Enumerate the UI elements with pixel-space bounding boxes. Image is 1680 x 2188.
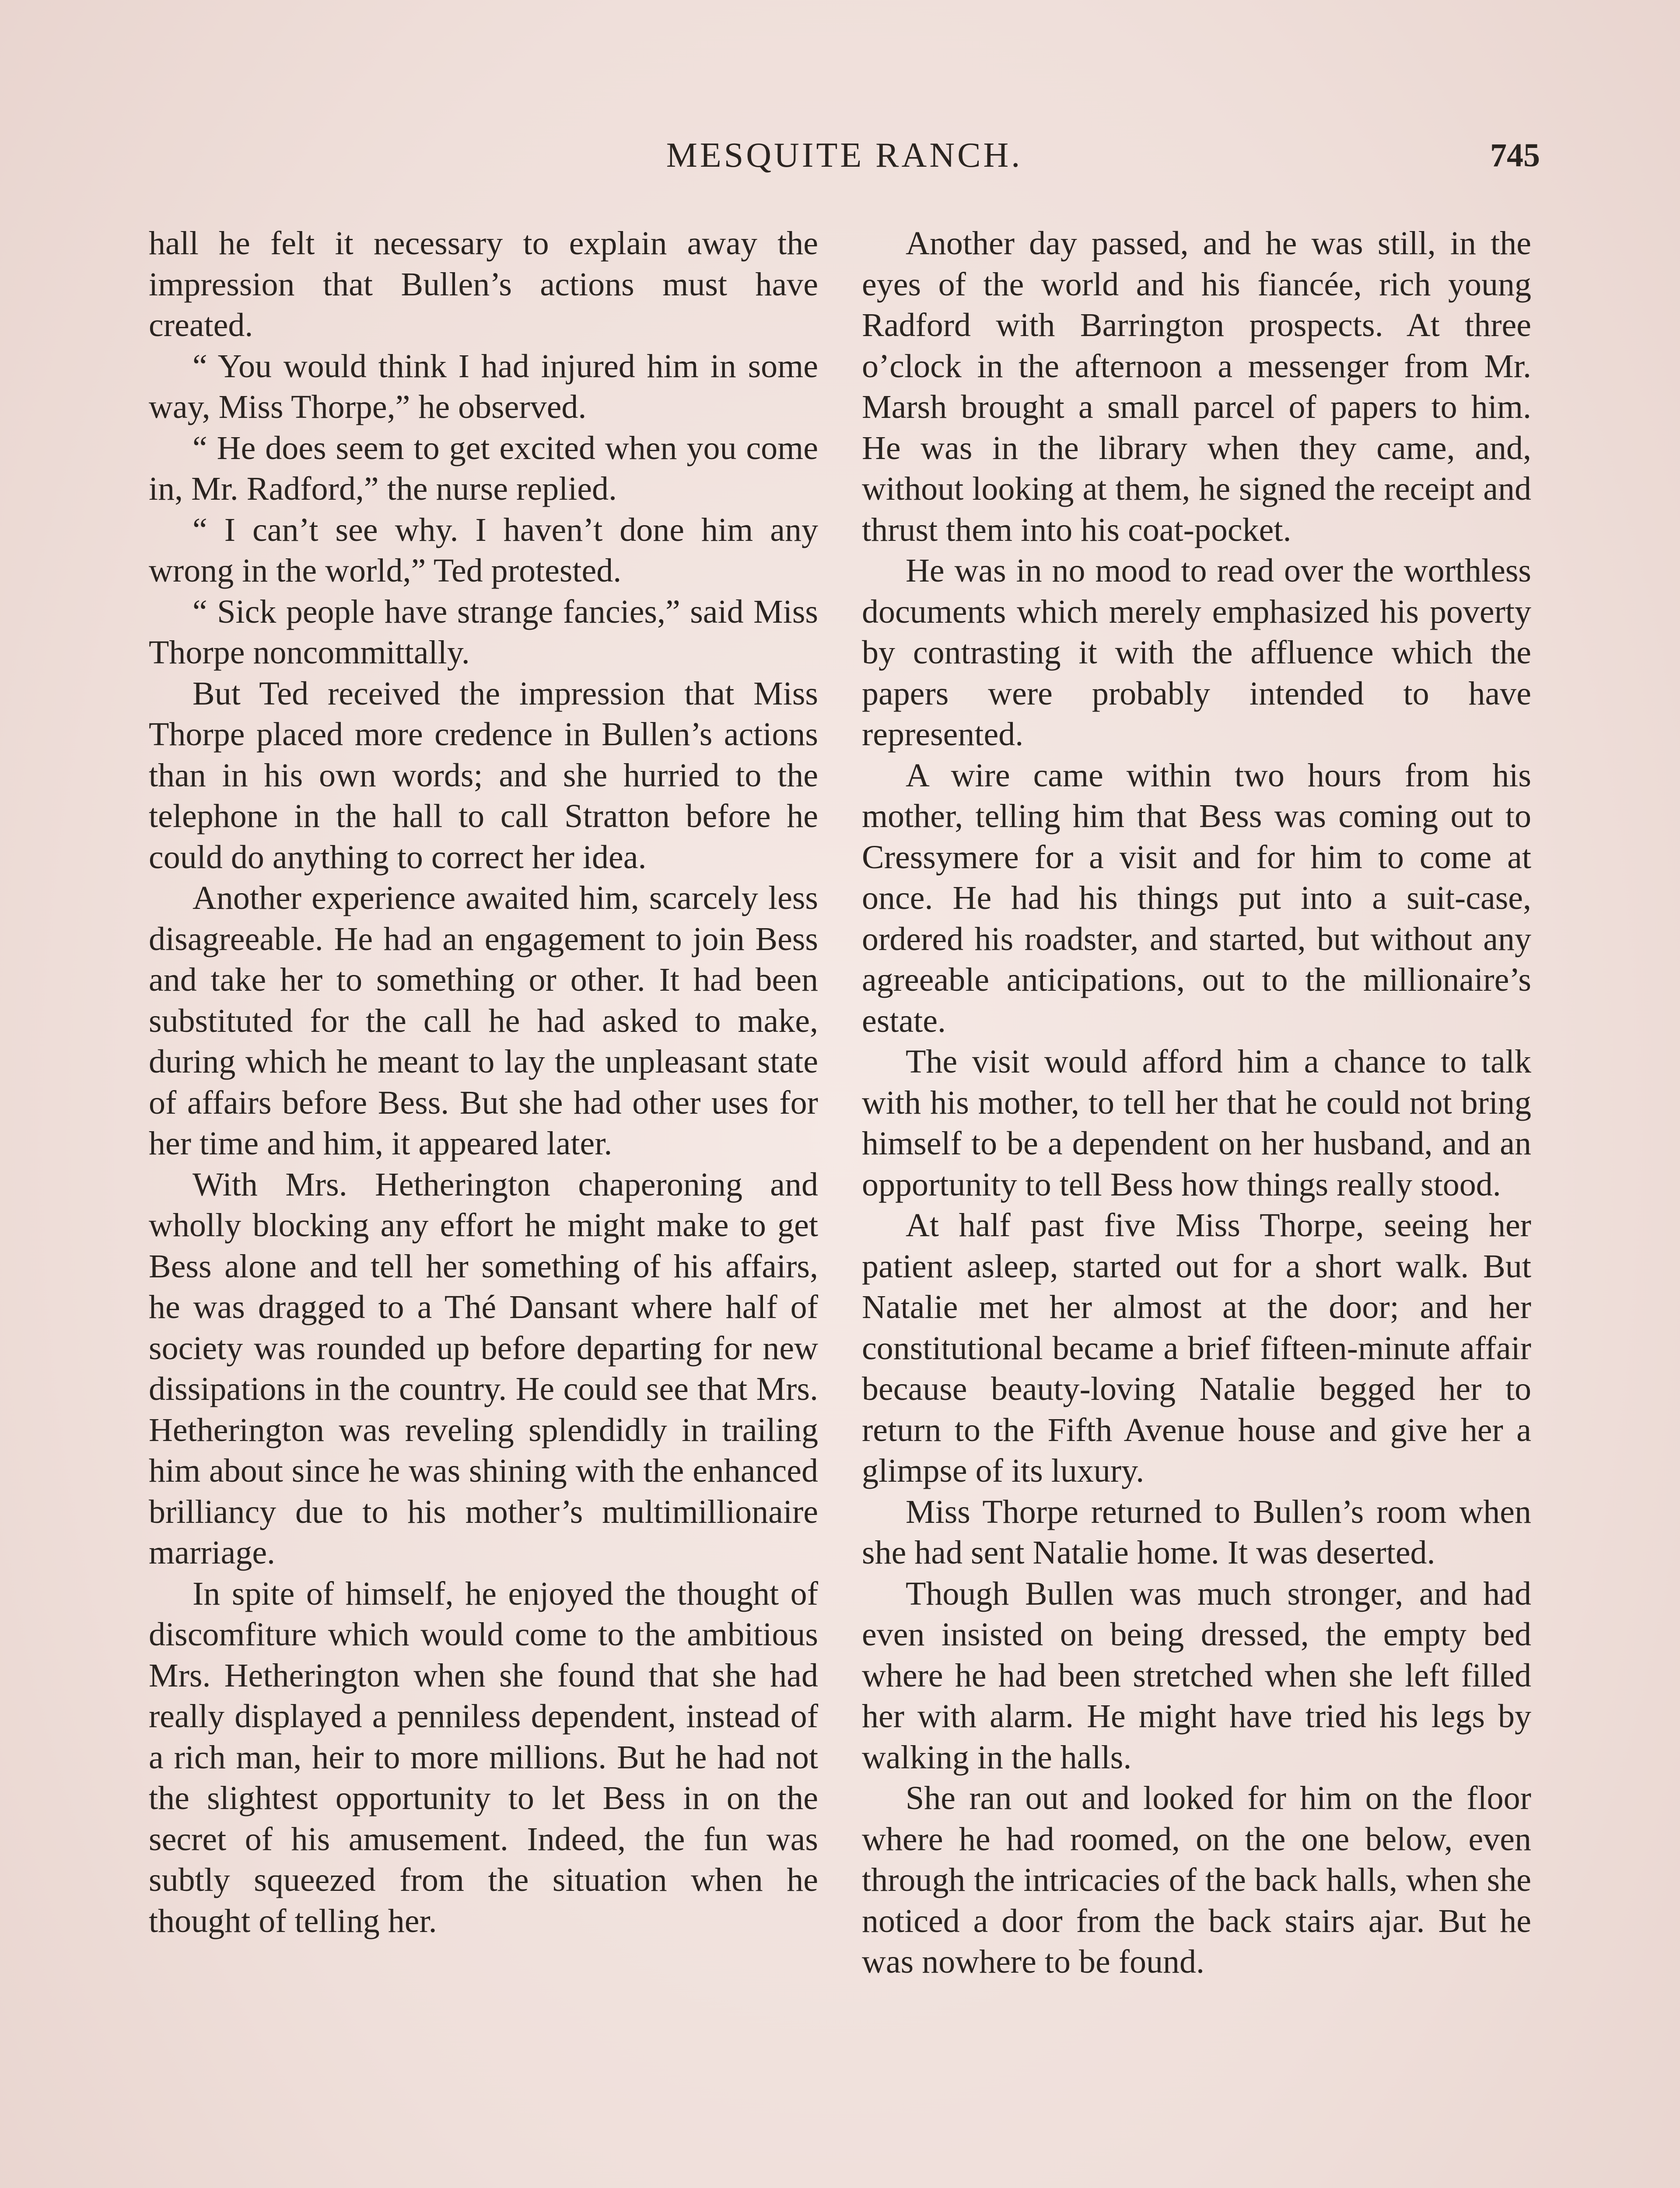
paragraph: The visit would afford him a chance to talk with his mother, to tell her that he could not bring himself to be a dependent on her husband, and an opportunity to tell Bess how things really stood. [862,1043,1531,1203]
paragraph: A wire came within two hours from his mother, telling him that Bess was coming out to Cressymere for a visit and for him to come at once. He had his things put into a suit-case, ordered his roadster, and started, but without any agreeable anticipations, out to the millionaire’s estate. [862,757,1531,1039]
paragraph: Though Bullen was much stronger, and had even insisted on being dressed, the empty bed where he had been stretched when she left filled her with alarm. He might have tried his legs by walking in the halls. [862,1575,1531,1776]
paragraph: Another day passed, and he was still, in the eyes of the world and his fiancée, rich young Radford with Barrington prospects. At three o’clock in the afternoon a messenger from Mr. Marsh brought a small parcel of papers to him. He was in the library when they came, and, without looking at them, he signed the receipt and thrust them into his coat-pocket. [862,225,1531,548]
paragraph: “ He does seem to get excited when you come in, Mr. Radford,” the nurse replied. [149,429,818,507]
paragraph: But Ted received the impression that Miss Thorpe placed more credence in Bullen’s actions than in his own words; and she hurried to the telephone in the hall to call Stratton before he could do anything to correct her idea. [149,675,818,876]
paragraph: Another experience awaited him, scarcely less disagreeable. He had an engagement to join Bess and take her to something or other. It had been substituted for the call he had asked to make, during which he meant to lay the unpleasant state of affairs before Bess. But she had other uses for her time and him, it appeared later. [149,880,818,1162]
paragraph: “ Sick people have strange fancies,” said Miss Thorpe noncommittally. [149,593,818,671]
paragraph: hall he felt it necessary to explain away the impression that Bullen’s actions must have created. [149,225,818,344]
paragraph: With Mrs. Hetherington chaperoning and wholly blocking any effort he might make to get Bess alone and tell her something of his affairs, he was dragged to a Thé Dansant where half of society was rounded up before departing for new dissipations in the country. He could see that Mrs. Hetherington was reveling splendidly in trailing him about since he was shining with the enhanced brilliancy due to his mother’s multimillionaire marriage. [149,1166,818,1571]
running-title: MESQUITE RANCH. [666,136,1023,175]
left-column [149,223,818,1942]
paragraph: “ You would think I had injured him in some way, Miss Thorpe,” he observed. [149,347,818,425]
paragraph: “ I can’t see why. I haven’t done him any wrong in the world,” Ted protested. [149,511,818,589]
paragraph: In spite of himself, he enjoyed the thought of discomfiture which would come to the ambitious Mrs. Hetherington when she found that she had really displayed a penniless dependent, instead of a rich man, heir to more millions. But he had not the slightest opportunity to let Bess in on the secret of his amusement. Indeed, the fun was subtly squeezed from the situation when he thought of telling her. [149,1575,818,1939]
right-column [862,223,1531,1983]
running-head [149,131,1540,179]
paragraph: Miss Thorpe returned to Bullen’s room when she had sent Natalie home. It was deserted. [862,1493,1531,1571]
page-number: 745 [1490,137,1540,174]
paragraph: He was in no mood to read over the worthless documents which merely emphasized his poverty by contrasting it with the affluence which the papers were probably intended to have represented. [862,552,1531,753]
paragraph: She ran out and looked for him on the floor where he had roomed, on the one below, even through the intricacies of the back halls, when she noticed a door from the back stairs ajar. But he was nowhere to be found. [862,1780,1531,1980]
paragraph: At half past five Miss Thorpe, seeing her patient asleep, started out for a short walk. But Natalie met her almost at the door; and her constitutional became a brief fifteen-minute affair because beauty-loving Natalie begged her to return to the Fifth Avenue house and give her a glimpse of its luxury. [862,1207,1531,1489]
